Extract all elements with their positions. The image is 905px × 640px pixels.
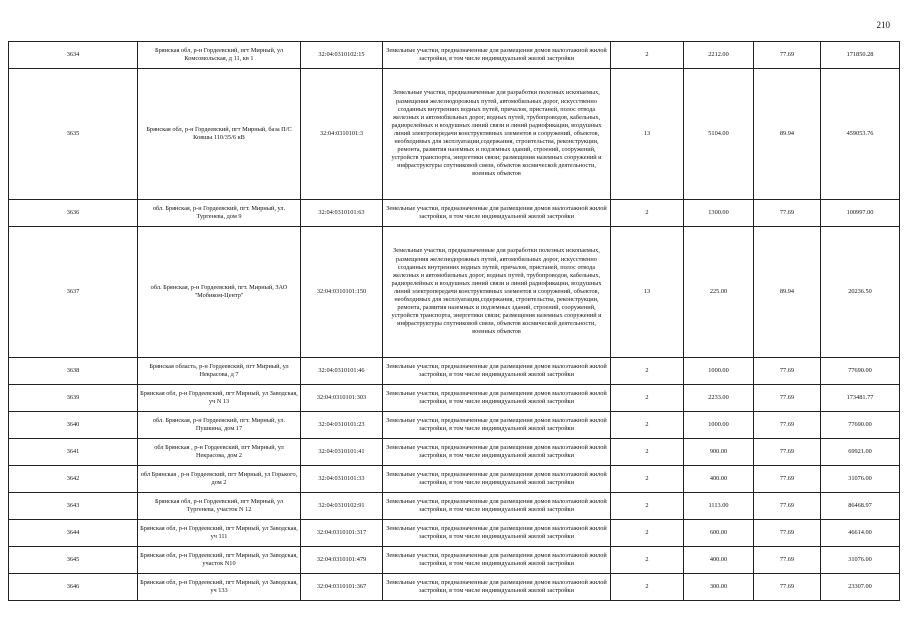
table-row (9, 493, 900, 520)
area-cell: 300.00 (684, 574, 754, 601)
land-use-cell: Земельные участки, предназначенные для разработки полезных ископаемых, размещения железнодорожных путей, автомобильных дорог, искусственно созданных внутренних водных путей, причалов, пристаней, полос отвода железных и автомобильных дорог, водных путей, трубопроводов, кабельных, радиорелейных и воздушных линий связи и линий радиофикации, воздушных линий электропередачи конструктивных элементов и сооружений, объектов, необходимых для эксплуатации,содержания, строительства, реконструкции, ремонта, развития наземных и подземных зданий, строений, сооружений, устройств транспорта, энергетики связи; размещения наземных сооружений и инфраструктуры спутниковой связи, объектов космической деятельности, военных объектов (383, 69, 611, 200)
row-number-cell: 3641 (9, 439, 138, 466)
table-row (9, 42, 900, 69)
table-row (9, 466, 900, 493)
address-cell: обл Брянская , р-н Гордеевский, пгт Мирный, ул Некрасова, дом 2 (138, 439, 301, 466)
row-number-cell: 3636 (9, 200, 138, 227)
group-code-cell: 2 (611, 547, 684, 574)
group-code-cell: 2 (611, 466, 684, 493)
land-registry-table (8, 41, 900, 601)
row-number-cell: 3637 (9, 227, 138, 358)
cadastral-value-cell: 77690.00 (821, 358, 900, 385)
rate-cell: 77.69 (754, 200, 821, 227)
address-cell: Брянская обл, р-н Гордеевский, пгт Мирный, ул Заводская, уч N 13 (138, 385, 301, 412)
area-cell: 400.00 (684, 547, 754, 574)
table-row (9, 412, 900, 439)
rate-cell: 77.69 (754, 520, 821, 547)
land-use-cell: Земельные участки, предназначенные для разработки полезных ископаемых, размещения железнодорожных путей, автомобильных дорог, искусственно созданных внутренних водных путей, причалов, пристаней, полос отвода железных и автомобильных дорог, водных путей, трубопроводов, кабельных, радиорелейных и воздушных линий связи и линий радиофикации, воздушных линий электропередачи конструктивных элементов и сооружений, объектов, необходимых для эксплуатации,содержания, строительства, реконструкции, ремонта, развития наземных и подземных зданий, строений, сооружений, устройств транспорта, энергетики связи; размещения наземных сооружений и инфраструктуры спутниковой связи, объектов космической деятельности, военных объектов (383, 227, 611, 358)
rate-cell: 77.69 (754, 466, 821, 493)
table-row (9, 439, 900, 466)
cadastral-number-cell: 32:04:0310101:3 (301, 69, 383, 200)
area-cell: 1000.00 (684, 412, 754, 439)
cadastral-value-cell: 100997.00 (821, 200, 900, 227)
cadastral-value-cell: 86468.97 (821, 493, 900, 520)
row-number-cell: 3644 (9, 520, 138, 547)
cadastral-number-cell: 32:04:0310102:91 (301, 493, 383, 520)
table-row (9, 547, 900, 574)
row-number-cell: 3638 (9, 358, 138, 385)
land-use-cell: Земельные участки, предназначенные для размещения домов малоэтажной жилой застройки, в том числе индивидуальной жилой застройки (383, 412, 611, 439)
address-cell: Брянская обл, р-н Гордеевский, пгт Мирный, ул Заводская, участок N10 (138, 547, 301, 574)
address-cell: обл. Брянская, р-н Гордеевский, пгт. Мирный, ул. Пушкина, дом 17 (138, 412, 301, 439)
area-cell: 900.00 (684, 439, 754, 466)
cadastral-number-cell: 32:04:0310101:23 (301, 412, 383, 439)
address-cell: Брянская обл, р-н Гордеевский, пгт Мирный, ул Заводская, уч 133 (138, 574, 301, 601)
rate-cell: 77.69 (754, 574, 821, 601)
land-use-cell: Земельные участки, предназначенные для размещения домов малоэтажной жилой застройки, в том числе индивидуальной жилой застройки (383, 547, 611, 574)
area-cell: 5104.00 (684, 69, 754, 200)
rate-cell: 89.94 (754, 69, 821, 200)
cadastral-value-cell: 46614.00 (821, 520, 900, 547)
cadastral-value-cell: 20236.50 (821, 227, 900, 358)
rate-cell: 89.94 (754, 227, 821, 358)
land-use-cell: Земельные участки, предназначенные для размещения домов малоэтажной жилой застройки, в том числе индивидуальной жилой застройки (383, 200, 611, 227)
area-cell: 600.00 (684, 520, 754, 547)
address-cell: обл Брянская , р-н Гордеевский, пгт Мирный, ул Горького, дом 2 (138, 466, 301, 493)
address-cell: Брянская обл, р-н Гордеевский, пгт Мирный, ул Заводская, уч 111 (138, 520, 301, 547)
cadastral-number-cell: 32:04:0310101:317 (301, 520, 383, 547)
land-use-cell: Земельные участки, предназначенные для размещения домов малоэтажной жилой застройки, в том числе индивидуальной жилой застройки (383, 493, 611, 520)
cadastral-number-cell: 32:04:0310101:479 (301, 547, 383, 574)
cadastral-value-cell: 171850.28 (821, 42, 900, 69)
cadastral-number-cell: 32:04:0310102:15 (301, 42, 383, 69)
land-use-cell: Земельные участки, предназначенные для размещения домов малоэтажной жилой застройки, в том числе индивидуальной жилой застройки (383, 574, 611, 601)
cadastral-value-cell: 31076.00 (821, 466, 900, 493)
area-cell: 2212.00 (684, 42, 754, 69)
cadastral-number-cell: 32:04:0310101:303 (301, 385, 383, 412)
cadastral-value-cell: 23307.00 (821, 574, 900, 601)
rate-cell: 77.69 (754, 412, 821, 439)
area-cell: 1000.00 (684, 358, 754, 385)
cadastral-number-cell: 32:04:0310101:63 (301, 200, 383, 227)
land-use-cell: Земельные участки, предназначенные для размещения домов малоэтажной жилой застройки, в том числе индивидуальной жилой застройки (383, 466, 611, 493)
rate-cell: 77.69 (754, 439, 821, 466)
area-cell: 225.00 (684, 227, 754, 358)
rate-cell: 77.69 (754, 358, 821, 385)
row-number-cell: 3635 (9, 69, 138, 200)
group-code-cell: 2 (611, 385, 684, 412)
group-code-cell: 2 (611, 358, 684, 385)
area-cell: 400.00 (684, 466, 754, 493)
cadastral-value-cell: 69921.00 (821, 439, 900, 466)
page-number: 210 (876, 20, 890, 30)
cadastral-number-cell: 32:04:0310101:33 (301, 466, 383, 493)
cadastral-value-cell: 77690.00 (821, 412, 900, 439)
row-number-cell: 3640 (9, 412, 138, 439)
table-row (9, 385, 900, 412)
address-cell: Брянская область, р-н Гордеевский, пгт Мирный, ул Некрасова, д 7 (138, 358, 301, 385)
row-number-cell: 3643 (9, 493, 138, 520)
table-row (9, 358, 900, 385)
cadastral-number-cell: 32:04:0310101:150 (301, 227, 383, 358)
row-number-cell: 3639 (9, 385, 138, 412)
rate-cell: 77.69 (754, 547, 821, 574)
address-cell: Брянская обл, р-н Гордеевский, пгт Мирный, ул Комсомольская, д 11, кв 1 (138, 42, 301, 69)
area-cell: 2233.00 (684, 385, 754, 412)
group-code-cell: 2 (611, 439, 684, 466)
group-code-cell: 2 (611, 493, 684, 520)
group-code-cell: 13 (611, 227, 684, 358)
area-cell: 1300.00 (684, 200, 754, 227)
table-row (9, 520, 900, 547)
row-number-cell: 3634 (9, 42, 138, 69)
group-code-cell: 2 (611, 520, 684, 547)
table-row (9, 574, 900, 601)
group-code-cell: 2 (611, 42, 684, 69)
address-cell: обл. Брянская, р-н Гордеевский, пгт. Мирный, ул. Тургенева, дом 9 (138, 200, 301, 227)
address-cell: Брянская обл, р-н Гордеевский, пгт Мирный, ул Тургенева, участок N 12 (138, 493, 301, 520)
land-use-cell: Земельные участки, предназначенные для размещения домов малоэтажной жилой застройки, в том числе индивидуальной жилой застройки (383, 42, 611, 69)
cadastral-number-cell: 32:04:0310101:46 (301, 358, 383, 385)
cadastral-value-cell: 31076.00 (821, 547, 900, 574)
row-number-cell: 3642 (9, 466, 138, 493)
table-row (9, 227, 900, 358)
rate-cell: 77.69 (754, 42, 821, 69)
rate-cell: 77.69 (754, 493, 821, 520)
table-row (9, 200, 900, 227)
land-use-cell: Земельные участки, предназначенные для размещения домов малоэтажной жилой застройки, в том числе индивидуальной жилой застройки (383, 385, 611, 412)
group-code-cell: 2 (611, 200, 684, 227)
rate-cell: 77.69 (754, 385, 821, 412)
cadastral-value-cell: 459053.76 (821, 69, 900, 200)
row-number-cell: 3646 (9, 574, 138, 601)
group-code-cell: 13 (611, 69, 684, 200)
cadastral-number-cell: 32:04:0310101:367 (301, 574, 383, 601)
cadastral-number-cell: 32:04:0310101:41 (301, 439, 383, 466)
land-use-cell: Земельные участки, предназначенные для размещения домов малоэтажной жилой застройки, в том числе индивидуальной жилой застройки (383, 520, 611, 547)
land-use-cell: Земельные участки, предназначенные для размещения домов малоэтажной жилой застройки, в том числе индивидуальной жилой застройки (383, 358, 611, 385)
cadastral-value-cell: 173481.77 (821, 385, 900, 412)
group-code-cell: 2 (611, 412, 684, 439)
land-use-cell: Земельные участки, предназначенные для размещения домов малоэтажной жилой застройки, в том числе индивидуальной жилой застройки (383, 439, 611, 466)
group-code-cell: 2 (611, 574, 684, 601)
address-cell: Брянская обл, р-н Гордеевский, пгт Мирный, база П/С Ковшы 110/35/6 кВ (138, 69, 301, 200)
table-row (9, 69, 900, 200)
row-number-cell: 3645 (9, 547, 138, 574)
area-cell: 1113.00 (684, 493, 754, 520)
address-cell: обл. Брянская, р-н Гордеевский, пгт. Мирный, ЗАО "Мобиком-Центр" (138, 227, 301, 358)
